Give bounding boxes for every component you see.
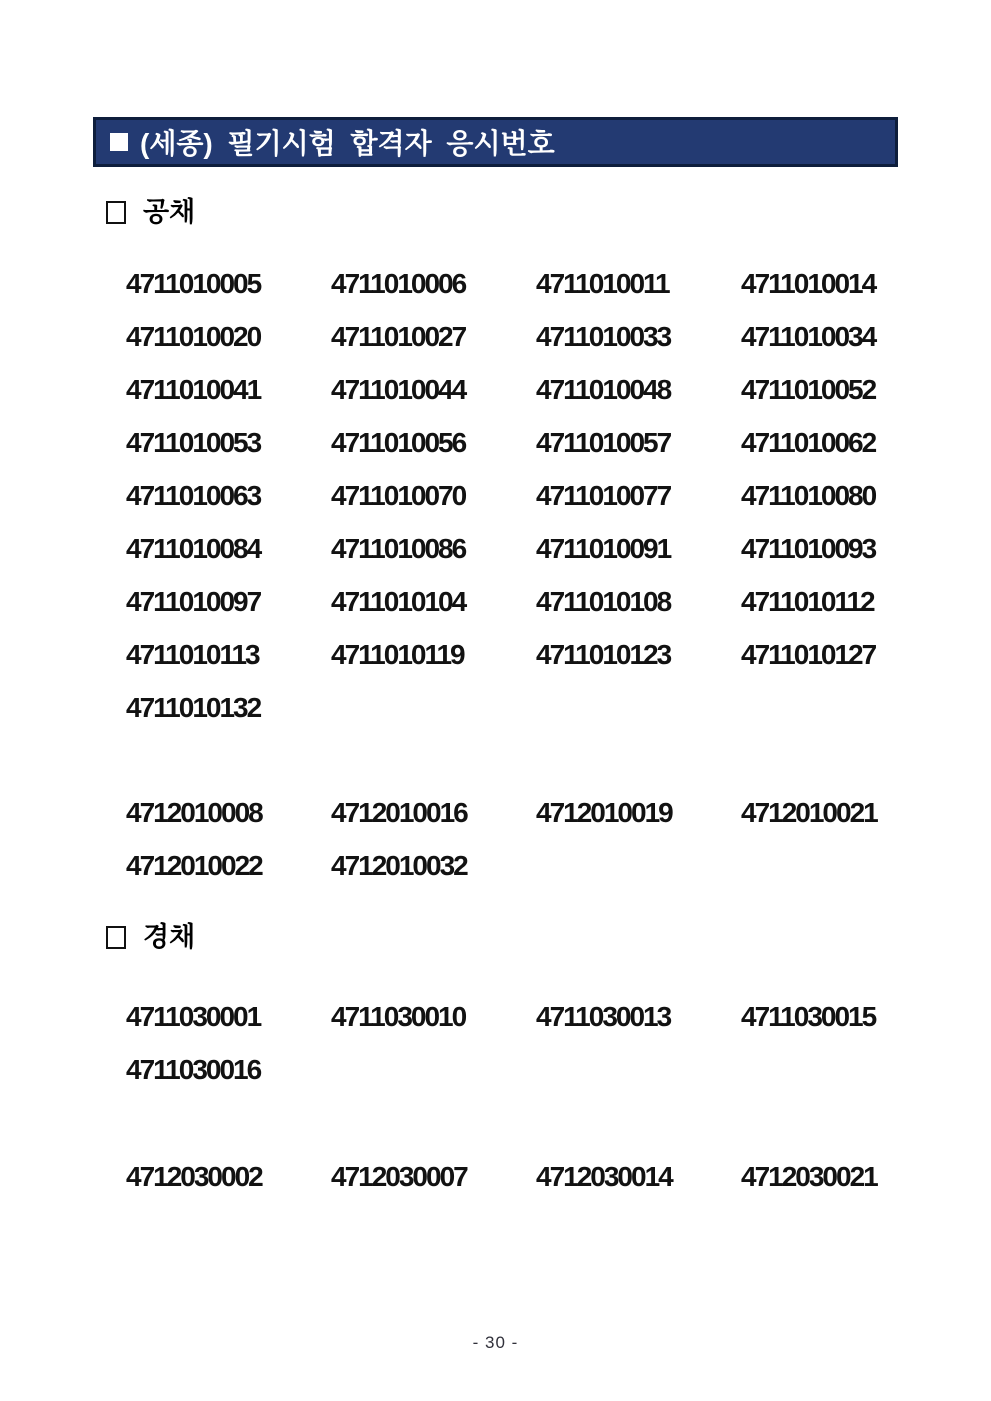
applicant-number: 4711010041 — [126, 373, 261, 405]
applicant-number: 4711010104 — [331, 585, 466, 617]
applicant-number: 4711010057 — [536, 426, 671, 458]
applicant-number: 4711010077 — [536, 479, 671, 511]
section-label-gongchae — [106, 199, 195, 226]
applicant-number: 4711010132 — [126, 691, 261, 723]
section-label-text: 공채 — [143, 197, 196, 227]
applicant-number: 4711030010 — [331, 1000, 466, 1032]
filled-square-icon — [110, 133, 128, 151]
applicant-number: 4711010020 — [126, 320, 261, 352]
applicant-number: 4711010108 — [536, 585, 671, 617]
applicant-number: 4711010097 — [126, 585, 261, 617]
empty-square-icon — [106, 926, 126, 949]
number-grid-gongchae-4711 — [126, 257, 946, 734]
section-title-bar — [93, 117, 898, 167]
applicant-number: 4711010062 — [741, 426, 876, 458]
applicant-number: 4712030002 — [126, 1160, 262, 1192]
page-number: - 30 - — [472, 1333, 519, 1352]
applicant-number: 4711010027 — [331, 320, 466, 352]
applicant-number: 4711010086 — [331, 532, 466, 564]
applicant-number: 4711010084 — [126, 532, 261, 564]
applicant-number: 4712010021 — [741, 796, 877, 828]
applicant-number: 4711010011 — [536, 267, 669, 299]
section-label-text: 경채 — [143, 922, 196, 952]
applicant-number: 4711010033 — [536, 320, 671, 352]
applicant-number: 4711010113 — [126, 638, 259, 670]
applicant-number: 4712030014 — [536, 1160, 672, 1192]
applicant-number: 4711010091 — [536, 532, 671, 564]
applicant-number: 4711010093 — [741, 532, 876, 564]
applicant-number: 4711010034 — [741, 320, 876, 352]
empty-square-icon — [106, 201, 126, 224]
applicant-number: 4711010048 — [536, 373, 671, 405]
applicant-number: 4711010080 — [741, 479, 876, 511]
section-label-gyeongchae — [106, 924, 195, 951]
applicant-number: 4711010070 — [331, 479, 466, 511]
page-title: (세종) 필기시험 합격자 응시번호 — [140, 128, 555, 159]
applicant-number: 4711030015 — [741, 1000, 876, 1032]
applicant-number: 4712010022 — [126, 849, 262, 881]
applicant-number: 4712010016 — [331, 796, 467, 828]
applicant-number: 4711010127 — [741, 638, 876, 670]
number-grid-gyeongchae-4711 — [126, 990, 946, 1096]
applicant-number: 4712010019 — [536, 796, 672, 828]
applicant-number: 4711010006 — [331, 267, 466, 299]
number-grid-gongchae-4712 — [126, 786, 946, 892]
number-grid-gyeongchae-4712 — [126, 1150, 946, 1203]
applicant-number: 4712030021 — [741, 1160, 877, 1192]
applicant-number: 4712030007 — [331, 1160, 467, 1192]
applicant-number: 4711010053 — [126, 426, 261, 458]
applicant-number: 4711010052 — [741, 373, 876, 405]
applicant-number: 4711030013 — [536, 1000, 671, 1032]
applicant-number: 4711030016 — [126, 1053, 261, 1085]
applicant-number: 4712010032 — [331, 849, 467, 881]
applicant-number: 4711010063 — [126, 479, 261, 511]
applicant-number: 4711010014 — [741, 267, 876, 299]
applicant-number: 4711010119 — [331, 638, 464, 670]
applicant-number: 4711010005 — [126, 267, 261, 299]
applicant-number: 4712010008 — [126, 796, 262, 828]
applicant-number: 4711010056 — [331, 426, 466, 458]
applicant-number: 4711030001 — [126, 1000, 261, 1032]
applicant-number: 4711010044 — [331, 373, 466, 405]
applicant-number: 4711010123 — [536, 638, 671, 670]
applicant-number: 4711010112 — [741, 585, 874, 617]
